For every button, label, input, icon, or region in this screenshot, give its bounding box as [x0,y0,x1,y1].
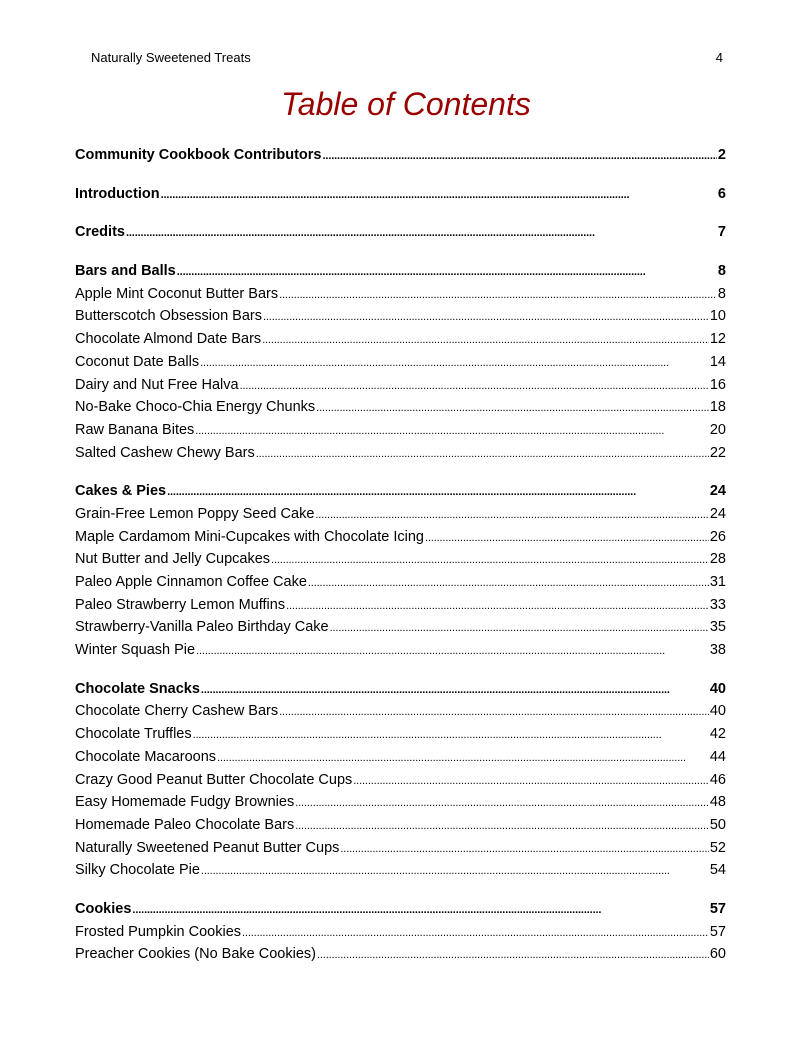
toc-entry[interactable] [75,814,726,837]
dot-leader [295,814,709,838]
dot-leader [308,571,709,595]
toc-entry-page: 28 [709,551,726,568]
toc-entry[interactable] [75,700,726,723]
toc-entry-label: Chocolate Truffles [75,726,192,743]
toc-entry-label: Preacher Cookies (No Bake Cookies) [75,946,316,963]
toc-entry-page: 60 [709,946,726,963]
toc-entry-label: Apple Mint Coconut Butter Bars [75,285,279,302]
toc-entry-label: Salted Cashew Chewy Bars [75,444,255,461]
dot-leader [193,723,709,747]
toc-entry-label: Winter Squash Pie [75,642,196,659]
toc-entry-page: 46 [709,771,726,788]
toc-entry-label: Bars and Balls [75,263,176,280]
dot-leader [161,183,717,207]
toc-entry-page: 35 [709,619,726,636]
dot-leader [167,480,709,504]
toc-entry[interactable] [75,723,726,746]
toc-entry-page: 50 [709,816,726,833]
dot-leader [316,396,709,420]
toc-entry-label: Introduction [75,185,160,202]
toc-entry-page: 31 [709,574,726,590]
dot-leader [425,526,709,550]
toc-entry-label: Raw Banana Bites [75,421,195,438]
toc-entry[interactable] [75,442,726,465]
toc-entry-label: Chocolate Cherry Cashew Bars [75,703,279,720]
dot-leader [242,921,709,945]
running-title: Naturally Sweetened Treats [91,50,251,65]
dot-leader [256,442,709,466]
toc-entry[interactable] [75,328,726,351]
dot-leader [132,898,708,922]
toc-entry-page: 20 [709,421,726,438]
dot-leader [126,221,717,245]
toc-entry[interactable] [75,548,726,571]
dot-leader [330,616,709,640]
toc-entry-label: Maple Cardamom Mini-Cupcakes with Chocolate Icing [75,528,424,545]
toc-entry-label: Community Cookbook Contributors [75,147,322,163]
toc-entry[interactable] [75,791,726,814]
toc-entry-page: 44 [709,748,726,765]
toc-entry-page: 54 [709,862,726,879]
dot-leader [353,769,709,793]
toc-entry-label: Cakes & Pies [75,483,167,500]
toc-entry-label: Naturally Sweetened Peanut Butter Cups [75,839,340,856]
dot-leader [315,503,708,527]
toc-entry-label: Butterscotch Obsession Bars [75,308,262,325]
toc-entry-page: 40 [709,703,726,720]
toc-entry-page: 57 [709,900,726,917]
dot-leader [196,639,709,663]
toc-entry[interactable] [75,305,726,328]
toc-entry-page: 48 [709,794,726,811]
toc-section-bars-and-balls[interactable] [75,260,726,283]
toc-entry-label: No-Bake Choco-Chia Energy Chunks [75,399,316,416]
dot-leader [263,305,709,329]
toc-entry-page: 52 [709,839,726,856]
dot-leader [317,943,709,967]
toc-entry[interactable] [75,396,726,419]
page-number: 4 [715,50,723,65]
dot-leader [201,859,709,883]
toc-entry-page: 24 [709,505,726,522]
toc-entry-page: 22 [709,444,726,461]
toc-entry-page: 16 [709,376,726,393]
dot-leader [279,283,717,307]
toc-entry-page: 12 [709,331,726,348]
toc-entry-page: 42 [709,726,726,743]
toc-entry[interactable] [75,943,726,966]
toc-entry-page: 8 [717,285,726,302]
toc-entry-label: Chocolate Macaroons [75,748,217,765]
toc-entry[interactable] [75,746,726,769]
dot-leader [200,351,709,375]
toc-entry-page: 6 [717,185,726,202]
dot-leader [279,700,709,724]
dot-leader [271,548,709,572]
toc-entry[interactable] [75,283,726,306]
toc-entry-label: Paleo Apple Cinnamon Coffee Cake [75,574,307,590]
toc-entry-page: 2 [717,147,726,163]
toc-entry-label: Dairy and Nut Free Halva [75,376,239,393]
toc-entry-credits[interactable] [75,221,726,244]
toc-entry-page: 14 [709,353,726,370]
page-header [91,50,723,65]
toc-entry-page: 18 [709,399,726,416]
toc-entry-label: Credits [75,224,125,241]
toc-entry-page: 57 [709,923,726,940]
toc-entry[interactable] [75,503,726,526]
dot-leader [240,374,709,398]
toc-entry-label: Chocolate Almond Date Bars [75,331,262,348]
toc-entry-label: Nut Butter and Jelly Cupcakes [75,551,271,568]
dot-leader [262,328,709,352]
toc-entry-label: Strawberry-Vanilla Paleo Birthday Cake [75,619,329,636]
dot-leader [295,791,709,815]
toc-entry[interactable] [75,859,726,882]
toc-entry-page: 40 [709,680,726,697]
toc-entry[interactable] [75,419,726,442]
toc-section-cakes-and-pies[interactable] [75,480,726,503]
toc-entry-label: Homemade Paleo Chocolate Bars [75,816,295,833]
dot-leader [323,144,717,168]
toc-entry-label: Coconut Date Balls [75,353,200,370]
toc-entry-page: 26 [709,528,726,545]
toc-entry-page: 7 [717,224,726,241]
toc-entry[interactable] [75,639,726,662]
dot-leader [177,260,717,284]
toc-entry[interactable] [75,921,726,944]
toc-entry-label: Easy Homemade Fudgy Brownies [75,794,295,811]
toc-entry-contributors[interactable] [75,144,726,167]
dot-leader [195,419,709,443]
toc-entry-introduction[interactable] [75,183,726,206]
toc-section-chocolate-snacks[interactable] [75,678,726,701]
dot-leader [201,678,709,702]
toc-entry-page: 33 [709,596,726,613]
toc-entry[interactable] [75,616,726,639]
toc-entry-label: Crazy Good Peanut Butter Chocolate Cups [75,771,353,788]
dot-leader [340,837,708,861]
toc-entry-label: Cookies [75,900,132,917]
toc-entry-label: Chocolate Snacks [75,680,200,697]
toc-entry-label: Paleo Strawberry Lemon Muffins [75,596,286,613]
toc-entry[interactable] [75,571,726,594]
page-title: Table of Contents [281,86,531,122]
toc-entry[interactable] [75,351,726,374]
toc-entry-label: Silky Chocolate Pie [75,862,200,879]
dot-leader [217,746,709,770]
toc-entry-page: 10 [709,308,726,325]
dot-leader [286,594,709,618]
toc-entry[interactable] [75,769,726,792]
toc-entry-page: 8 [717,263,726,280]
toc-entry[interactable] [75,374,726,397]
table-of-contents [75,144,726,966]
toc-entry-label: Grain-Free Lemon Poppy Seed Cake [75,505,315,522]
toc-entry-page: 24 [709,483,726,500]
toc-entry[interactable] [75,594,726,617]
toc-entry-label: Frosted Pumpkin Cookies [75,923,242,940]
toc-entry[interactable] [75,837,726,860]
toc-entry-page: 38 [709,642,726,659]
toc-section-cookies[interactable] [75,898,726,921]
toc-entry[interactable] [75,526,726,549]
